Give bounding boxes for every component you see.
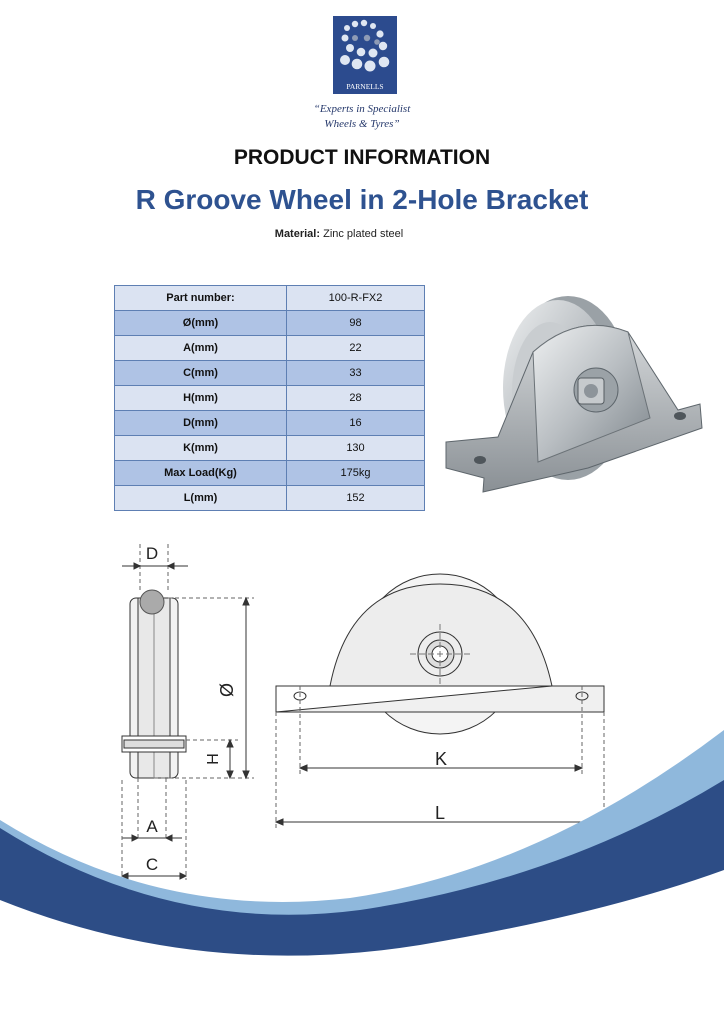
material-value: Zinc plated steel: [323, 228, 404, 240]
product-info-heading: PRODUCT INFORMATION: [233, 146, 491, 169]
spec-value: 16: [287, 411, 425, 436]
spec-value: 22: [287, 336, 425, 361]
spec-value: 152: [287, 486, 425, 511]
decorative-wave: [0, 720, 724, 1024]
tagline-line-2: Wheels & Tyres”: [324, 118, 400, 130]
dim-label-D: D: [145, 544, 159, 563]
dim-label-diameter: Ø: [217, 682, 237, 698]
dim-label-H: H: [205, 753, 222, 765]
spec-value: 28: [287, 386, 425, 411]
material-label: Material:: [274, 228, 321, 240]
spec-label: C(mm): [115, 361, 287, 386]
spec-label: Part number:: [115, 286, 287, 311]
logo-wordmark: PARNELLS: [346, 82, 384, 91]
spec-value: 33: [287, 361, 425, 386]
table-row: [115, 461, 425, 486]
parnells-logo: [333, 16, 397, 94]
spec-label: K(mm): [115, 436, 287, 461]
material-line: [0, 228, 678, 240]
table-row: [115, 361, 425, 386]
spec-label: Max Load(Kg): [115, 461, 287, 486]
table-row: [115, 311, 425, 336]
dim-label-C: C: [145, 855, 159, 874]
product-title: R Groove Wheel in 2-Hole Bracket: [135, 184, 589, 215]
spec-value: 98: [287, 311, 425, 336]
table-row: [115, 286, 425, 311]
table-row: [115, 386, 425, 411]
spec-label: L(mm): [115, 486, 287, 511]
spec-label: D(mm): [115, 411, 287, 436]
dim-label-K: K: [434, 749, 448, 769]
spec-value: 175kg: [287, 461, 425, 486]
spec-value: 100-R-FX2: [287, 286, 425, 311]
table-row: [115, 486, 425, 511]
spec-table: [114, 285, 425, 511]
dim-label-A: A: [146, 817, 158, 836]
table-row: [115, 336, 425, 361]
spec-label: A(mm): [115, 336, 287, 361]
dim-label-L: L: [434, 803, 446, 823]
spec-value: 130: [287, 436, 425, 461]
spec-label: H(mm): [115, 386, 287, 411]
table-row: [115, 436, 425, 461]
spec-label: Ø(mm): [115, 311, 287, 336]
tagline-line-1: “Experts in Specialist: [313, 103, 411, 115]
table-row: [115, 411, 425, 436]
product-photo: [438, 292, 710, 504]
